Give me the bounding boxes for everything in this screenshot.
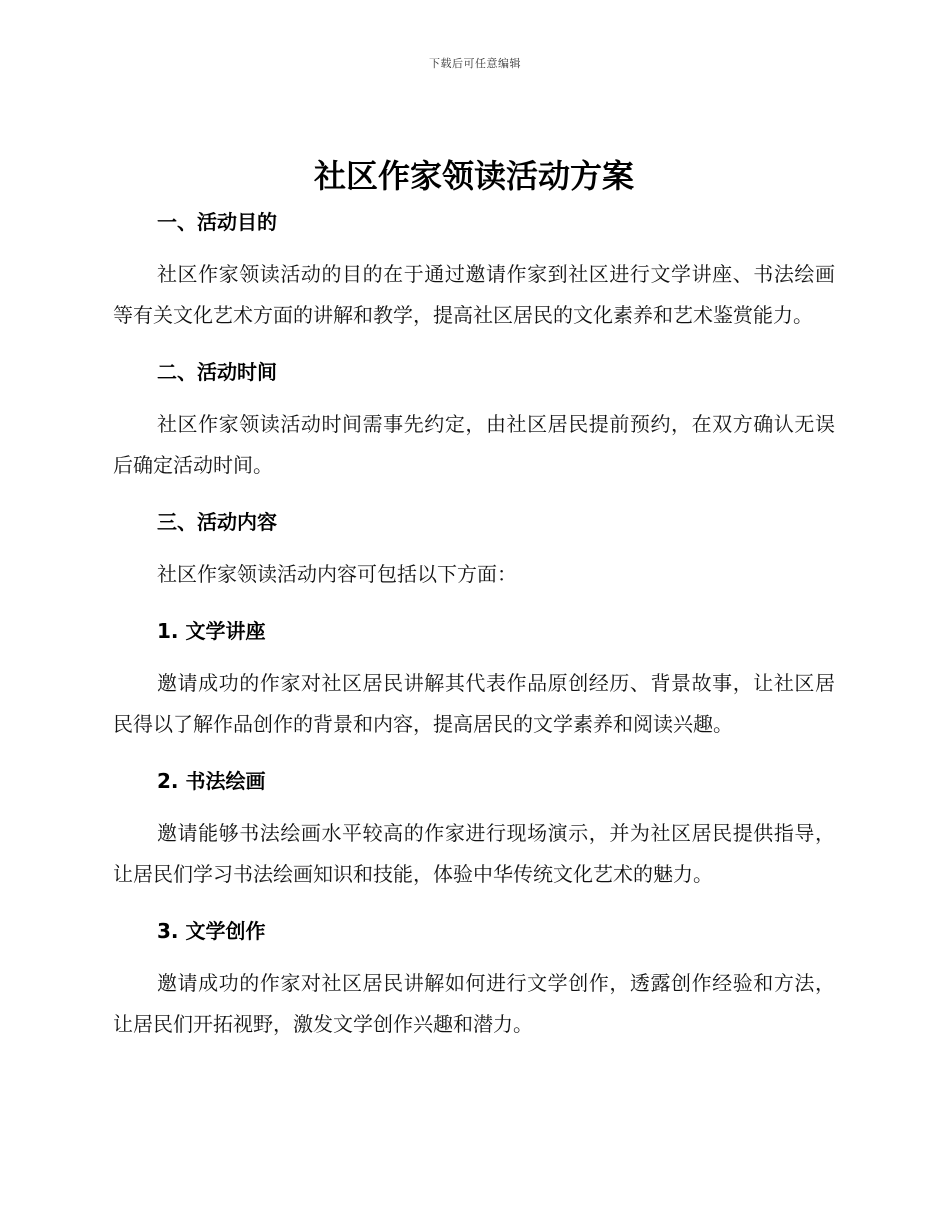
section-paragraph-calligraphy-painting: 邀请能够书法绘画水平较高的作家进行现场演示，并为社区居民提供指导，让居民们学习书法绘画知识和技能，体验中华传统文化艺术的魅力。: [113, 821, 835, 886]
header-note: 下载后可任意编辑: [429, 57, 521, 70]
section-heading-content: 三、活动内容: [157, 510, 277, 534]
section-paragraph-literary-creation: 邀请成功的作家对社区居民讲解如何进行文学创作，透露创作经验和方法，让居民们开拓视野，激发文学创作兴趣和潜力。: [113, 971, 835, 1036]
section-paragraph-literary-lecture: 邀请成功的作家对社区居民讲解其代表作品原创经历、背景故事，让社区居民得以了解作品创作的背景和内容，提高居民的文学素养和阅读兴趣。: [113, 671, 835, 736]
section-heading-literary-lecture: 1. 文学讲座: [157, 619, 266, 643]
section-paragraph-time: 社区作家领读活动时间需事先约定，由社区居民提前预约，在双方确认无误后确定活动时间。: [113, 412, 835, 477]
section-heading-literary-creation: 3. 文学创作: [157, 919, 266, 943]
section-paragraph-content: 社区作家领读活动内容可包括以下方面：: [157, 562, 517, 586]
document-title: 社区作家领读活动方案: [313, 157, 634, 195]
section-heading-time: 二、活动时间: [157, 360, 277, 384]
section-paragraph-purpose: 社区作家领读活动的目的在于通过邀请作家到社区进行文学讲座、书法绘画等有关文化艺术方面的讲解和教学，提高社区居民的文化素养和艺术鉴赏能力。: [113, 262, 835, 327]
section-heading-calligraphy-painting: 2. 书法绘画: [157, 769, 266, 793]
document-body: [113, 148, 835, 1045]
section-heading-purpose: 一、活动目的: [157, 210, 277, 234]
